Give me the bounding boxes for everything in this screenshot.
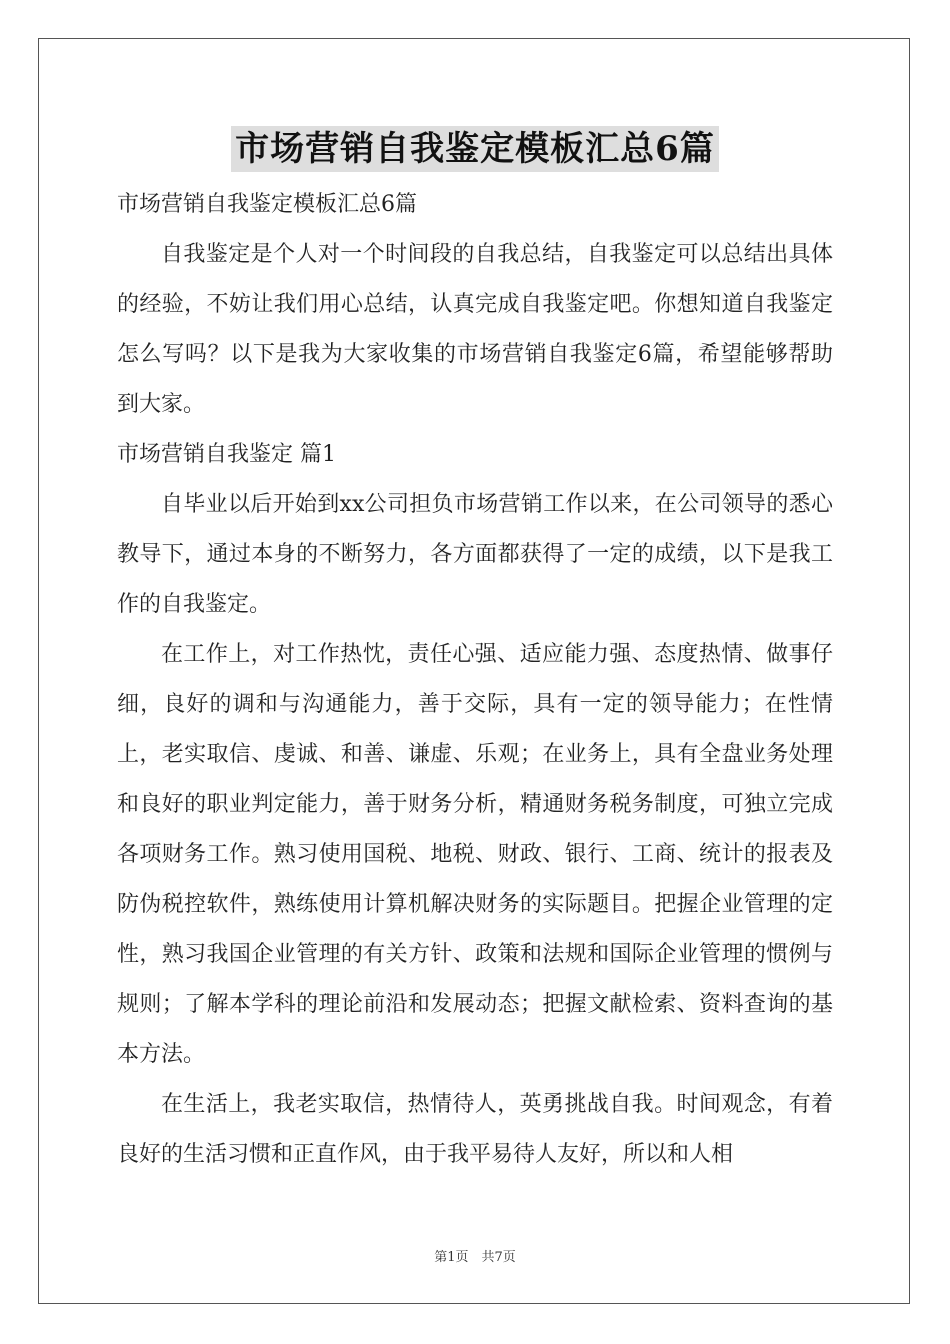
body-paragraph-3: 在生活上，我老实取信，热情待人，英勇挑战自我。时间观念，有着良好的生活习惯和正直作风，由于我平易待人友好，所以和人相 bbox=[117, 1092, 833, 1167]
body-paragraph-2: 在工作上，对工作热忱，责任心强、适应能力强、态度热情、做事仔细，良好的调和与沟通能力，善于交际，具有一定的领导能力；在性情上，老实取信、虔诚、和善、谦虚、乐观；在业务上，具有全盘业务处理和良好的职业判定能力，善于财务分析，精通财务税务制度，可独立完成各项财务工作。熟习使用国税、地税、财政、银行、工商、统计的报表及防伪税控软件，熟练使用计算机解决财务的实际题目。把握企业管理的定性，熟习我国企业管理的有关方针、政策和法规和国际企业管理的惯例与规则；了解本学科的理论前沿和发展动态；把握文献检索、资料查询的基本方法。 bbox=[117, 642, 833, 1067]
document-body bbox=[117, 180, 833, 1180]
document-subtitle: 市场营销自我鉴定模板汇总6篇 bbox=[117, 192, 417, 217]
section-heading: 市场营销自我鉴定 篇1 bbox=[117, 442, 336, 467]
intro-paragraph: 自我鉴定是个人对一个时间段的自我总结，自我鉴定可以总结出具体的经验，不妨让我们用心总结，认真完成自我鉴定吧。你想知道自我鉴定怎么写吗？以下是我为大家收集的市场营销自我鉴定6篇，希望能够帮助到大家。 bbox=[117, 242, 833, 417]
body-paragraph-1: 自毕业以后开始到xx公司担负市场营销工作以来，在公司领导的悉心教导下，通过本身的不断努力，各方面都获得了一定的成绩，以下是我工作的自我鉴定。 bbox=[117, 492, 833, 617]
page-number: 第1页 共7页 bbox=[434, 1250, 516, 1265]
document-title: 市场营销自我鉴定模板汇总6篇 bbox=[231, 126, 719, 172]
title-container bbox=[0, 126, 950, 172]
